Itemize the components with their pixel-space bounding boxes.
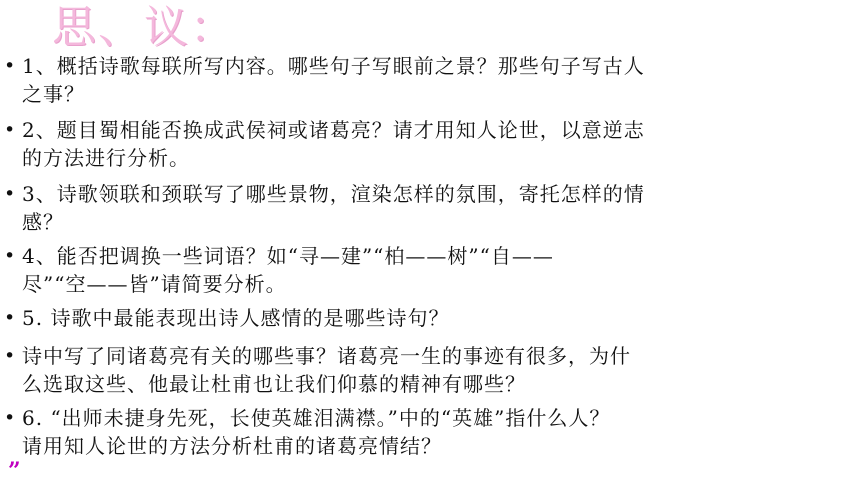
bullet-icon: • [4, 119, 16, 141]
item-line: 1、概括诗歌每联所写内容。哪些句子写眼前之景？那些句子写古人 [22, 54, 645, 78]
item-line: 之事？ [22, 82, 85, 106]
item-line: 4、能否把调换一些词语？如“寻—建”“柏——树”“自—— [22, 244, 554, 268]
bullet-icon: • [4, 245, 16, 267]
bullet-icon: • [4, 55, 16, 77]
item-line: 诗中写了同诸葛亮有关的哪些事？诸葛亮一生的事迹有很多，为什 [22, 344, 631, 368]
item-line: 3、诗歌领联和颈联写了哪些景物，渲染怎样的氛围，寄托怎样的情 [22, 182, 645, 206]
item-line: 请用知人论世的方法分析杜甫的诸葛亮情结？ [22, 434, 442, 458]
item-line: 么选取这些、他最让杜甫也让我们仰慕的精神有哪些？ [22, 372, 526, 396]
bullet-icon: • [4, 307, 16, 329]
bullet-icon: • [4, 407, 16, 429]
item-line: 感？ [22, 210, 64, 234]
bullet-icon: • [4, 183, 16, 205]
item-line: 6. “出师未捷身先死，长使英雄泪满襟。”中的“英雄”指什么人？ [22, 406, 611, 430]
item-line: 5. 诗歌中最能表现出诗人感情的是哪些诗句？ [22, 306, 450, 330]
slide-title: 思、议： [52, 2, 236, 53]
trailing-quote-mark: ” [8, 458, 21, 484]
item-line: 2、题目蜀相能否换成武侯祠或诸葛亮？请才用知人论世，以意逆志 [22, 118, 645, 142]
item-line: 尽”“空——皆”请简要分析。 [22, 272, 287, 296]
item-line: 的方法进行分析。 [22, 146, 190, 170]
bullet-icon: • [4, 345, 16, 367]
